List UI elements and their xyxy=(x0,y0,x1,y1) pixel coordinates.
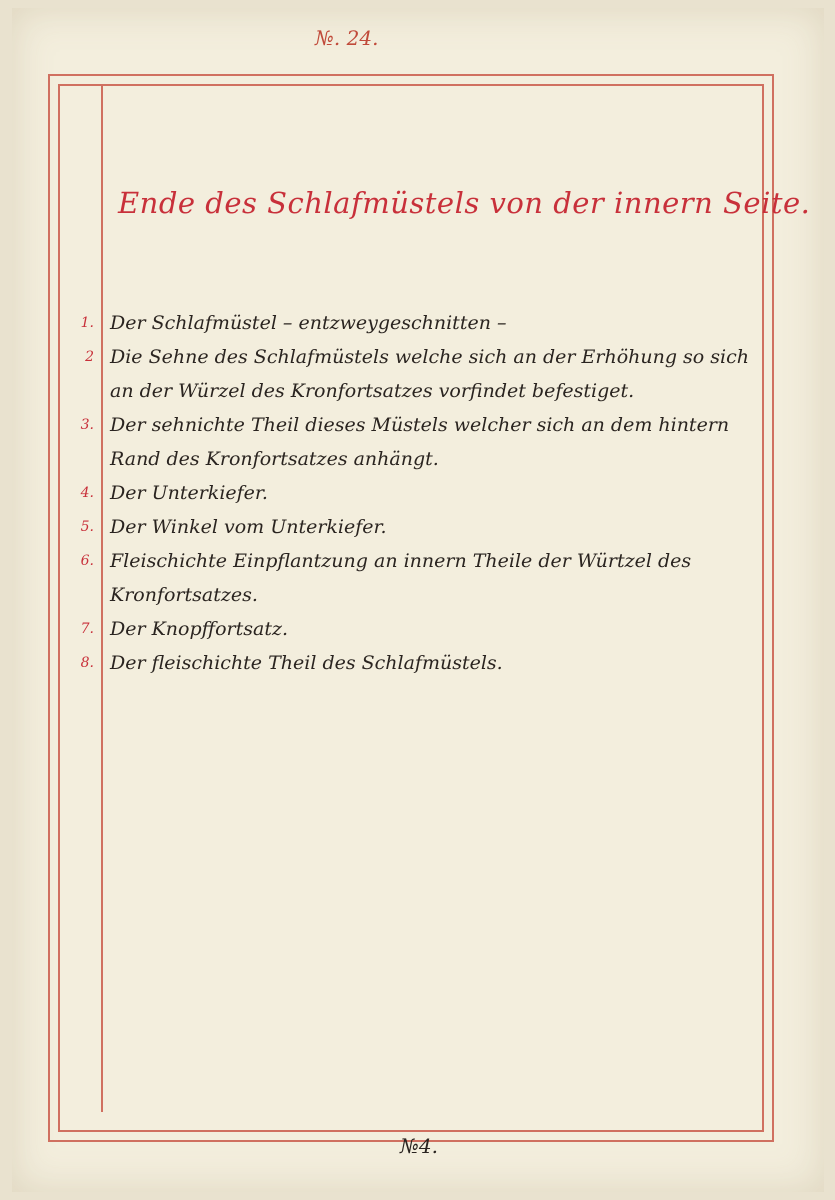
page-number-bottom: №4. xyxy=(400,1134,439,1158)
legend-item-text: Die Sehne des Schlafmüstels welche sich an der Erhöhung so sich an der Würzel des Kronfortsatzes vorfindet befestiget. xyxy=(110,346,749,402)
legend-item-7 xyxy=(0,612,835,646)
legend-item-text: Der Winkel vom Unterkiefer. xyxy=(110,516,387,538)
legend-item-number: 2 xyxy=(85,349,94,365)
legend-item-text: Der Knopffortsatz. xyxy=(110,618,289,640)
legend-item-6 xyxy=(0,544,835,612)
page-heading: Ende des Schlafmüstels von der innern Seite. xyxy=(118,186,811,220)
legend-item-number: 3. xyxy=(80,417,94,433)
legend-item-number: 6. xyxy=(80,553,94,569)
legend-item-number: 7. xyxy=(80,621,94,637)
legend-item-text: Der Unterkiefer. xyxy=(110,482,268,504)
legend-item-number: 4. xyxy=(80,485,94,501)
legend-item-number: 5. xyxy=(80,519,94,535)
legend-item-text: Fleischichte Einpflantzung an innern Theile der Würtzel des Kronfortsatzes. xyxy=(110,550,692,606)
legend-item-4 xyxy=(0,476,835,510)
legend-item-number: 8. xyxy=(80,655,94,671)
legend-item-2 xyxy=(0,340,835,408)
page-number-top: №. 24. xyxy=(315,26,379,50)
legend-list xyxy=(0,306,835,680)
legend-item-8 xyxy=(0,646,835,680)
legend-item-5 xyxy=(0,510,835,544)
legend-item-text: Der fleischichte Theil des Schlafmüstels. xyxy=(110,652,503,674)
legend-item-3 xyxy=(0,408,835,476)
legend-item-text: Der Schlafmüstel – entzweygeschnitten – xyxy=(110,312,507,334)
legend-item-1 xyxy=(0,306,835,340)
legend-item-text: Der sehnichte Theil dieses Müstels welcher sich an dem hintern Rand des Kronfortsatzes anhängt. xyxy=(110,414,730,470)
legend-item-number: 1. xyxy=(80,315,94,331)
